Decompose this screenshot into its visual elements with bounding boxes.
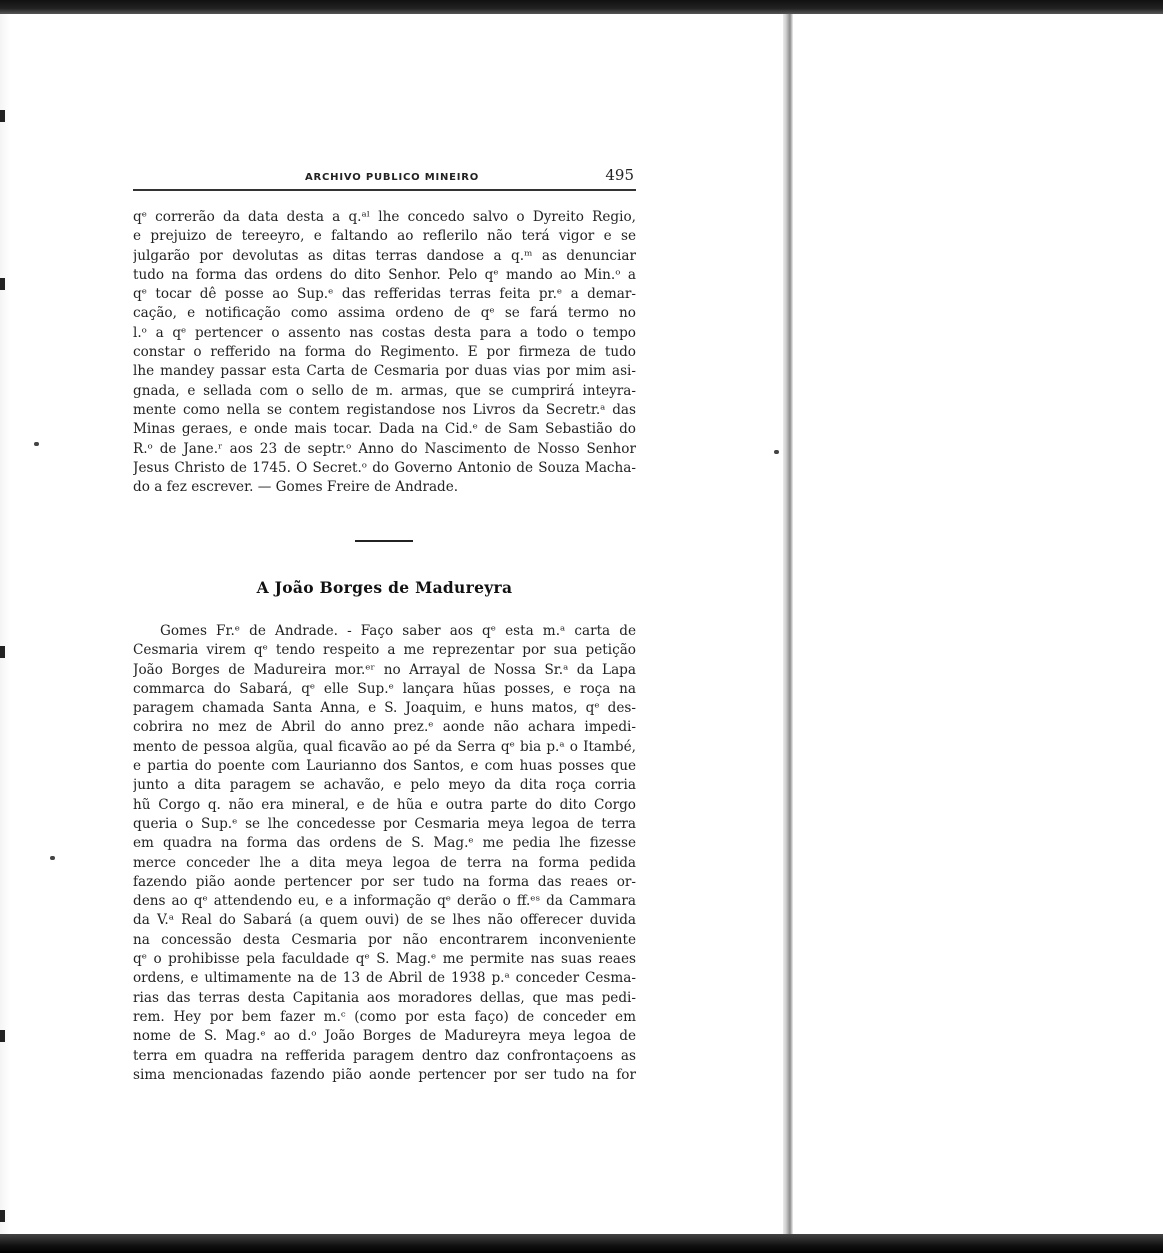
page-number: 495 [605, 166, 634, 184]
text-line: merce conceder lhe a dita meya legoa de terra na forma pedida [133, 854, 636, 871]
section-title: A João Borges de Madureyra [256, 578, 513, 597]
text-line: rem. Hey por bem fazer m.ᶜ (como por esta faço) de conceder em [133, 1008, 636, 1025]
text-line: qᵉ o prohibisse pela faculdade qᵉ S. Mag.ᵉ me permite nas suas reaes [133, 951, 636, 968]
page-fold-shadow [783, 14, 793, 1234]
scan-speck [774, 450, 779, 454]
header-rule [133, 189, 636, 191]
running-header [133, 166, 636, 188]
text-line: l.ᵒ a qᵉ pertencer o assento nas costas desta para a todo o tempo [133, 324, 636, 341]
scan-mark [0, 110, 5, 122]
text-line: João Borges de Madureira mor.ᵉʳ no Arrayal de Nossa Sr.ᵃ da Lapa [133, 661, 636, 678]
text-line: paragem chamada Santa Anna, e S. Joaquim, e huns matos, qᵉ des- [133, 700, 636, 717]
text-line: constar o refferido na forma do Regimento. E por firmeza de tudo [133, 344, 636, 361]
text-line: Gomes Fr.ᵉ de Andrade. - Faço saber aos qᵉ esta m.ᵃ carta de [160, 623, 636, 639]
scan-speck [50, 856, 55, 860]
text-line: fazendo pião aonde pertencer por ser tudo na forma das reaes or- [133, 873, 636, 890]
scan-mark [0, 278, 5, 290]
section-body [133, 622, 636, 1085]
text-line: queria o Sup.ᵉ se lhe concedesse por Cesmaria meya legoa de terra [133, 815, 636, 832]
text-line: mento de pessoa algũa, qual ficavão ao pé da Serra qᵉ bia p.ᵃ o Itambé, [133, 738, 636, 755]
text-line: Minas geraes, e onde mais tocar. Dada na Cid.ᵉ de Sam Sebastião do [133, 421, 636, 438]
text-line: cação, e notificação como assima ordeno de qᵉ se fará termo no [133, 305, 636, 322]
text-line: cobrira no mez de Abril do anno prez.ᵉ aonde não achara impedi- [133, 719, 636, 736]
scan-mark [0, 1210, 5, 1222]
text-line: e prejuizo de tereeyro, e faltando ao reflerilo não terá vigor e se [133, 228, 636, 245]
section-separator [355, 540, 413, 542]
text-line: dens ao qᵉ attendendo eu, e a informação qᵉ derão o ff.ᵉˢ da Cammara [133, 893, 636, 910]
text-line: qᵉ correrão da data desta a q.ᵃˡ lhe concedo salvo o Dyreito Regio, [133, 209, 636, 225]
text-line: lhe mandey passar esta Carta de Cesmaria por duas vias por mim asi- [133, 363, 636, 380]
text-line: tudo na forma das ordens do dito Senhor. Pelo qᵉ mando ao Min.ᵒ a [133, 266, 636, 283]
text-line: junto a dita paragem se achavão, e pelo meyo da dita roça corria [133, 777, 636, 794]
text-line: na concessão desta Cesmaria por não encontrarem inconveniente [133, 931, 636, 948]
scan-left-margin [0, 14, 10, 1234]
text-line: e partia do poente com Laurianno dos Santos, e com huas posses que [133, 758, 636, 775]
text-line: julgarão por devolutas as ditas terras dandose a q.ᵐ as denunciar [133, 247, 636, 264]
text-line: Jesus Christo de 1745. O Secret.ᵒ do Governo Antonio de Souza Macha- [133, 459, 636, 476]
scan-speck [34, 442, 39, 446]
scan-mark [0, 1030, 5, 1042]
text-line: gnada, e sellada com o sello de m. armas, que se cumprirá inteyra- [133, 382, 636, 399]
text-line: qᵉ tocar dê posse ao Sup.ᵉ das refferidas terras feita pr.ᵉ a demar- [133, 286, 636, 303]
text-line: em quadra na forma das ordens de S. Mag.ᵉ me pedia lhe fizesse [133, 835, 636, 852]
text-line: sima mencionadas fazendo pião aonde pertencer por ser tudo na for [133, 1066, 636, 1083]
text-line: do a fez escrever. — Gomes Freire de Andrade. [133, 479, 459, 496]
text-line: ordens, e ultimamente na de 13 de Abril de 1938 p.ᵃ conceder Cesma- [133, 970, 636, 987]
text-line: da V.ᵃ Real do Sabará (a quem ouvi) de se lhes não offerecer duvida [133, 912, 636, 929]
text-line: nome de S. Mag.ᵉ ao d.ᵒ João Borges de Madureyra meya legoa de [133, 1028, 636, 1045]
text-line: terra em quadra na refferida paragem dentro daz confrontaçoens as [133, 1047, 636, 1064]
text-line: hũ Corgo q. não era mineral, e de hũa e outra parte do dito Corgo [133, 796, 636, 813]
text-line: R.ᵒ de Jane.ʳ aos 23 de septr.ᵒ Anno do Nascimento de Nosso Senhor [133, 440, 636, 457]
scan-mark [0, 646, 5, 658]
text-line: rias das terras desta Capitania aos moradores dellas, que mas pedi- [133, 989, 636, 1006]
text-line: Cesmaria virem qᵉ tendo respeito a me reprezentar por sua petição [133, 642, 636, 659]
text-line: commarca do Sabará, qᵉ elle Sup.ᵉ lançara hũas posses, e roça na [133, 680, 636, 697]
text-line: mente como nella se contem registandose nos Livros da Secretr.ᵃ das [133, 401, 636, 418]
scan-top-shadow [0, 0, 1163, 14]
journal-title: ARCHIVO PUBLICO MINEIRO [305, 172, 480, 183]
scan-bottom-shadow [0, 1234, 1163, 1253]
continuation-text [133, 208, 636, 497]
